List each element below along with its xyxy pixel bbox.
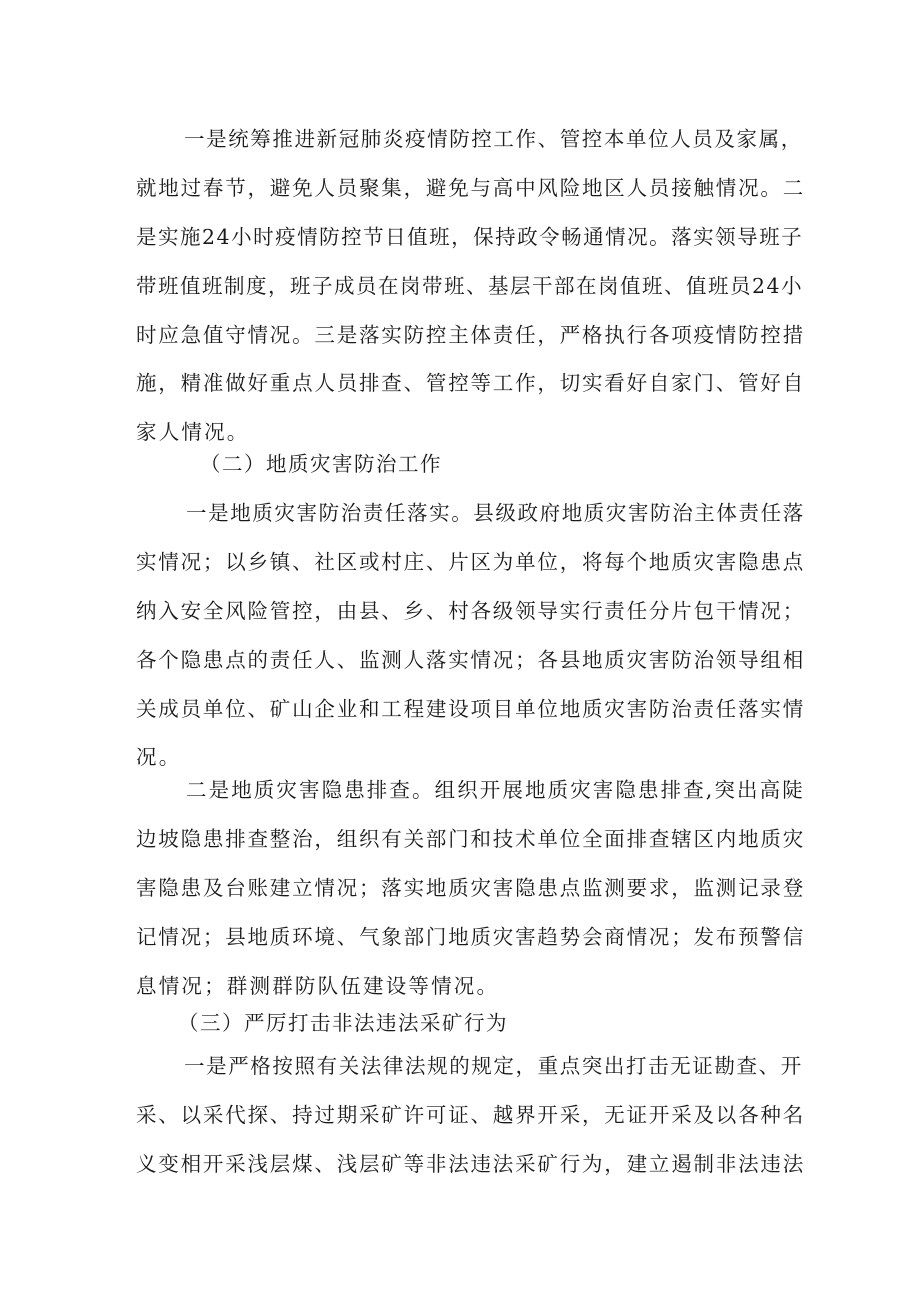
text-line: 就地过春节，避免人员聚集，避免与高中风险地区人员接触情况。二	[136, 175, 805, 200]
text-line: 一是统筹推进新冠肺炎疫情防控工作、管控本单位人员及家属，	[184, 127, 803, 151]
text-line: 采、以采代探、持过期采矿许可证、越界开采，无证开采及以各种名	[136, 1102, 805, 1127]
text-line: 况。	[136, 745, 182, 770]
text-line: 息情况；群测群防队伍建设等情况。	[136, 973, 500, 998]
text-line: 带班值班制度，班子成员在岗带班、基层干部在岗值班、值班员24小	[136, 273, 804, 298]
text-line: 家人情况。	[136, 420, 250, 445]
text-line: 二是地质灾害隐患排查。组织开展地质灾害隐患排查,突出高陡	[186, 778, 805, 802]
text-line: 是实施24小时疫情防控节日值班，保持政令畅通情况。落实领导班子	[136, 224, 804, 249]
text-line: 各个隐患点的责任人、监测人落实情况；各县地质灾害防治领导组相	[136, 647, 805, 672]
paragraph-illegal-mining	[136, 1042, 804, 1189]
text-line: 边坡隐患排查整治，组织有关部门和技术单位全面排查辖区内地质灾	[136, 826, 805, 851]
section-heading-illegal-mining: （三）严厉打击非法违法采矿行为	[178, 1011, 508, 1035]
paragraph-geological-responsibility	[136, 489, 804, 782]
text-line: 施，精准做好重点人员排查、管控等工作，切实看好自家门、管好自	[136, 371, 805, 396]
text-line: 纳入安全风险管控，由县、乡、村各级领导实行责任分片包干情况；	[136, 598, 805, 623]
text-line: 害隐患及台账建立情况；落实地质灾害隐患点监测要求，监测记录登	[136, 875, 805, 900]
section-heading-geological-disaster: （二）地质灾害防治工作	[200, 452, 442, 476]
text-line: 义变相开采浅层煤、浅层矿等非法违法采矿行为，建立遏制非法违法	[136, 1151, 805, 1176]
paragraph-hazard-inspection	[136, 766, 804, 1010]
text-line: 一是地质灾害防治责任落实。县级政府地质灾害防治主体责任落	[186, 501, 805, 525]
text-line: 时应急值守情况。三是落实防控主体责任，严格执行各项疫情防控措	[136, 322, 805, 347]
text-line: 记情况；县地质环境、气象部门地质灾害趋势会商情况；发布预警信	[136, 924, 805, 949]
paragraph-epidemic-control	[136, 115, 804, 457]
text-line: 一是严格按照有关法律法规的规定，重点突出打击无证勘查、开	[184, 1054, 803, 1078]
text-line: 实情况；以乡镇、社区或村庄、片区为单位，将每个地质灾害隐患点	[136, 549, 805, 574]
text-line: 关成员单位、矿山企业和工程建设项目单位地质灾害防治责任落实情	[136, 696, 805, 721]
